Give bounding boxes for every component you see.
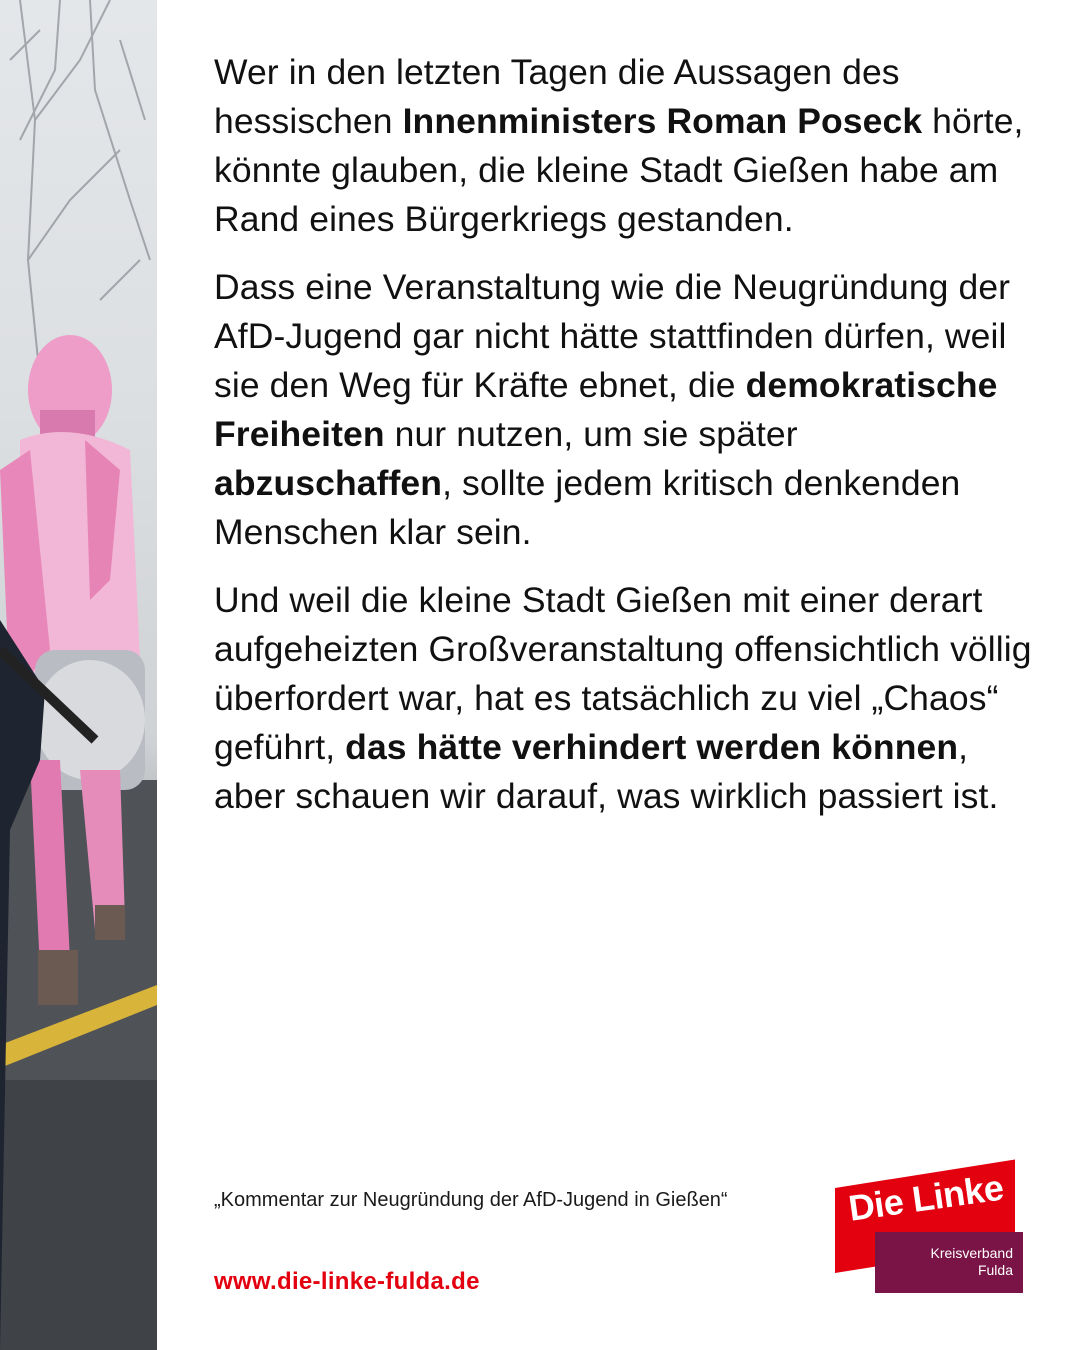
paragraph-3-text-1: Und weil die kleine Stadt Gießen mit einer derart aufgeheizten Großveranstaltung offensichtlich völlig überfordert war, hat es tatsächlich zu viel „Chaos“ geführt,: [214, 580, 1032, 767]
paragraph-1-bold-1: Innenministers Roman Poseck: [402, 101, 923, 141]
paragraph-2-text-1: Dass eine Veranstaltung wie die Neugründung der AfD-Jugend gar nicht hätte stattfinden dürfen, weil sie den Weg für Kräfte ebnet, die: [214, 267, 1011, 405]
paragraph-2-text-2: nur nutzen, um sie später: [384, 414, 798, 454]
footer-caption: „Kommentar zur Neugründung der AfD-Jugend in Gießen“: [214, 1189, 728, 1211]
paragraph-3: [214, 576, 1044, 821]
photo-illustration: [0, 0, 157, 1350]
paragraph-3-bold-1: das hätte verhindert werden können: [345, 727, 959, 767]
paragraph-2-text-3: , sollte jedem kritisch denkenden Menschen klar sein.: [214, 463, 961, 552]
logo-subtitle-line-2: Fulda: [977, 1262, 1013, 1278]
paragraph-1-text-2: hörte, könnte glauben, die kleine Stadt Gießen habe am Rand eines Bürgerkriegs gestanden.: [214, 101, 1024, 239]
paragraph-3-text-2: , aber schauen wir darauf, was wirklich passiert ist.: [214, 727, 999, 816]
paragraph-1-text-1: Wer in den letzten Tagen die Aussagen des hessischen: [214, 52, 900, 141]
background-photo: [0, 0, 157, 1350]
logo-subtitle-box: [875, 1232, 1023, 1293]
die-linke-logo: [835, 1160, 1025, 1295]
paragraph-2: [214, 263, 1044, 557]
logo-name: Die Linke: [846, 1166, 1006, 1229]
article-body: [214, 48, 1044, 840]
paragraph-1: [214, 48, 1044, 244]
logo-subtitle-line-1: Kreisverband: [930, 1245, 1013, 1261]
paragraph-2-bold-2: abzuschaffen: [214, 463, 443, 503]
paragraph-2-bold-1: demokratische Freiheiten: [214, 365, 998, 454]
website-link[interactable]: www.die-linke-fulda.de: [214, 1268, 480, 1295]
